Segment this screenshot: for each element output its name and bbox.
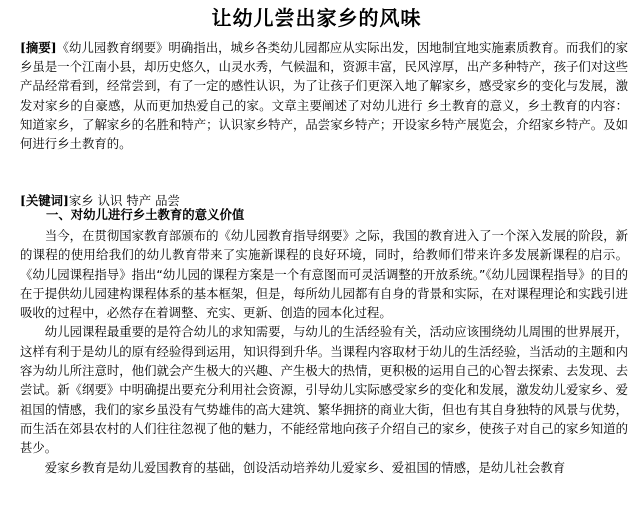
abstract-label: [摘要] [20, 40, 57, 55]
abstract [20, 38, 628, 153]
keywords-label: [关键词] [20, 193, 69, 208]
section-heading: 一、对幼儿进行乡土教育的意义价值 [46, 207, 245, 222]
paragraph: 当今，在贯彻国家教育部颁布的《幼儿园教育指导纲要》之际，我国的教育进入了一个深入发展的阶段，新的课程的使用给我们的幼儿教育带来了实施新课程的良好环境，同时，给教师们带来许多发展新课程的启示。《幼儿园课程指导》指出“幼儿园的课程方案是一个有意图而可灵活调整的开放系统。”《幼儿园课程指导》的目的在于提供幼儿园建构课程体系的基本框架，但是，每所幼儿园都有自身的背景和实际，在对课程理论和实践引进吸收的过程中，必然存在着调整、充实、更新、创造的园本化过程。 [20, 228, 628, 321]
paragraph: 幼儿园课程最重要的是符合幼儿的求知需要，与幼儿的生活经验有关，活动应该围绕幼儿周围的世界展开，这样有利于是幼儿的原有经验得到运用，知识得到升华。当课程内容取材于幼儿的生活经验，当活动的主题和内容为幼儿所注意时，他们就会产生极大的兴趣、产生极大的热情，更积极的运用自己的心智去探索、去发现、去尝试。新《纲要》中明确提出要充分利用社会资源，引导幼儿实际感受家乡的变化和发展，激发幼儿爱家乡、爱祖国的情感，我们的家乡虽没有气势雄伟的高大建筑、繁华拥挤的商业大街，但也有其自身独特的风景与优势，而生活在郊县农村的人们往往忽视了他的魅力，不能经常地向孩子介绍自己的家乡，使孩子对自己的家乡知道的甚少。 [20, 324, 628, 456]
section-body [20, 226, 628, 477]
keywords-text: 家乡 认识 特产 品尝 [68, 193, 180, 208]
document-title: 让幼儿尝出家乡的风味 [211, 6, 422, 30]
paragraph: 爱家乡教育是幼儿爱国教育的基础，创设活动培养幼儿爱家乡、爱祖国的情感，是幼儿社会教育 [44, 459, 566, 475]
abstract-text: 《幼儿园教育纲要》明确指出，城乡各类幼儿园都应从实际出发，因地制宜地实施素质教育。而我们的家乡虽是一个江南小县，却历史悠久，山灵水秀，气候温和，资源丰富，民风淳厚，出产多种特产，孩子们对这些产品经常看到，经常尝到，有了一定的感性认识，为了让孩子们更深入地了解家乡，感受家乡的变化与发展，激发对家乡的自豪感，从而更加热爱自己的家。文章主要阐述了对幼儿进行 乡土教育的意义，乡土教育的内容：知道家乡，了解家乡的名胜和特产；认识家乡特产，品尝家乡特产；开设家乡特产展览会，介绍家乡特产。及如何进行乡土教育的。 [20, 40, 629, 152]
